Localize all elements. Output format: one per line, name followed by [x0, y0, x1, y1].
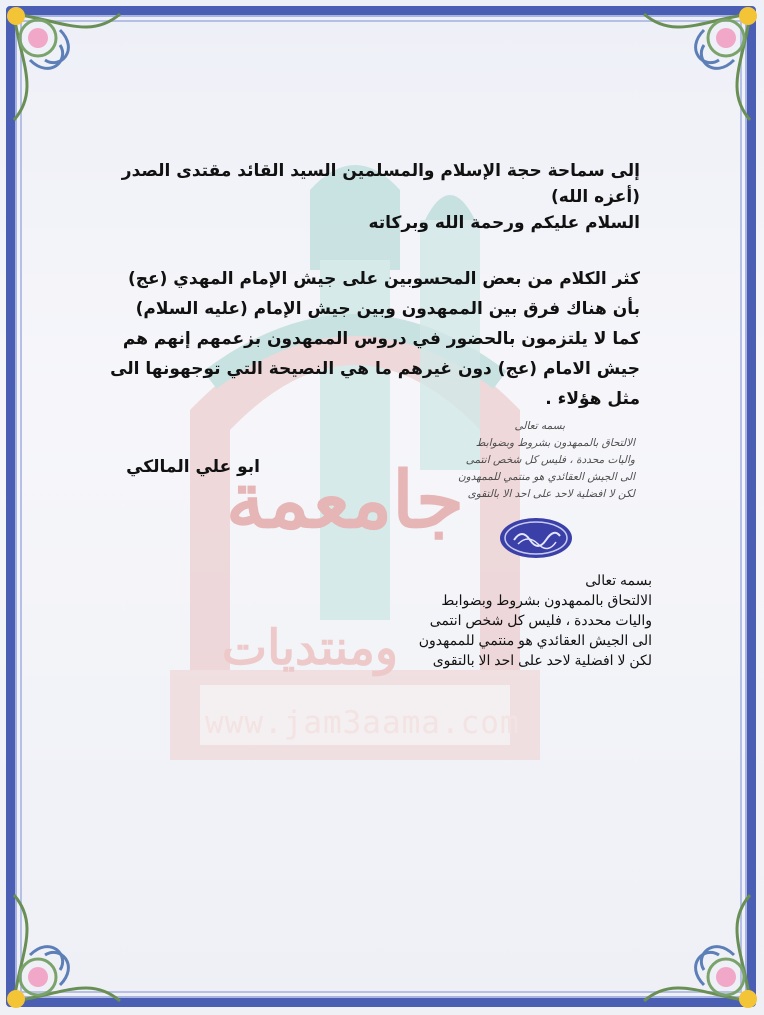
- official-seal-stamp: [498, 516, 574, 560]
- handwritten-line: الالتحاق بالممهدون بشروط وبضوابط: [475, 437, 635, 449]
- salutation-line: السلام عليكم ورحمة الله وبركاته: [368, 213, 640, 233]
- honorific-line: (أعزه الله): [551, 187, 640, 207]
- typed-reply: [380, 570, 652, 670]
- handwritten-line: الى الجيش العقائدي هو منتمي للممهدون: [457, 471, 635, 483]
- corner-ornament-top-left: [0, 0, 140, 140]
- letter-signature: ابو علي المالكي: [126, 457, 260, 477]
- watermark-subtitle: ومنتديات: [221, 620, 399, 676]
- letter-greeting: [110, 158, 640, 236]
- corner-ornament-top-right: [624, 0, 764, 140]
- reply-line: بسمه تعالى: [585, 572, 652, 588]
- addressee-line: إلى سماحة حجة الإسلام والمسلمين السيد القائد مقتدى الصدر: [121, 161, 640, 181]
- reply-line: لكن لا افضلية لاحد على احد الا بالتقوى: [432, 652, 652, 668]
- reply-line: الالتحاق بالممهدون بشروط وبضوابط: [441, 592, 652, 608]
- watermark-url: www.jam3aama.com: [205, 705, 520, 741]
- corner-ornament-bottom-left: [0, 875, 140, 1015]
- handwritten-line: بسمه تعالى: [514, 420, 565, 432]
- letter-body: كثر الكلام من بعض المحسوبين على جيش الإمام المهدي (عج) بأن هناك فرق بين الممهدون وبين جيش الإمام (عليه السلام) كما لا يلتزمون بالحضور في دروس الممهدون بزعمهم إنهم هم جيش الامام (عج) دون غيرهم ما هي النصيحة التي توجهونها الى مثل هؤلاء .: [110, 269, 640, 409]
- reply-line: الى الجيش العقائدي هو منتمي للممهدون: [418, 632, 652, 648]
- watermark-title: جامعمة: [225, 455, 465, 546]
- corner-ornament-bottom-right: [624, 875, 764, 1015]
- handwritten-line: لكن لا افضلية لاحد على احد الا بالتقوى: [467, 488, 635, 500]
- handwritten-note: [420, 418, 635, 518]
- handwritten-line: واليات محددة ، فليس كل شخص انتمى: [465, 454, 635, 466]
- reply-line: واليات محددة ، فليس كل شخص انتمى: [429, 612, 652, 628]
